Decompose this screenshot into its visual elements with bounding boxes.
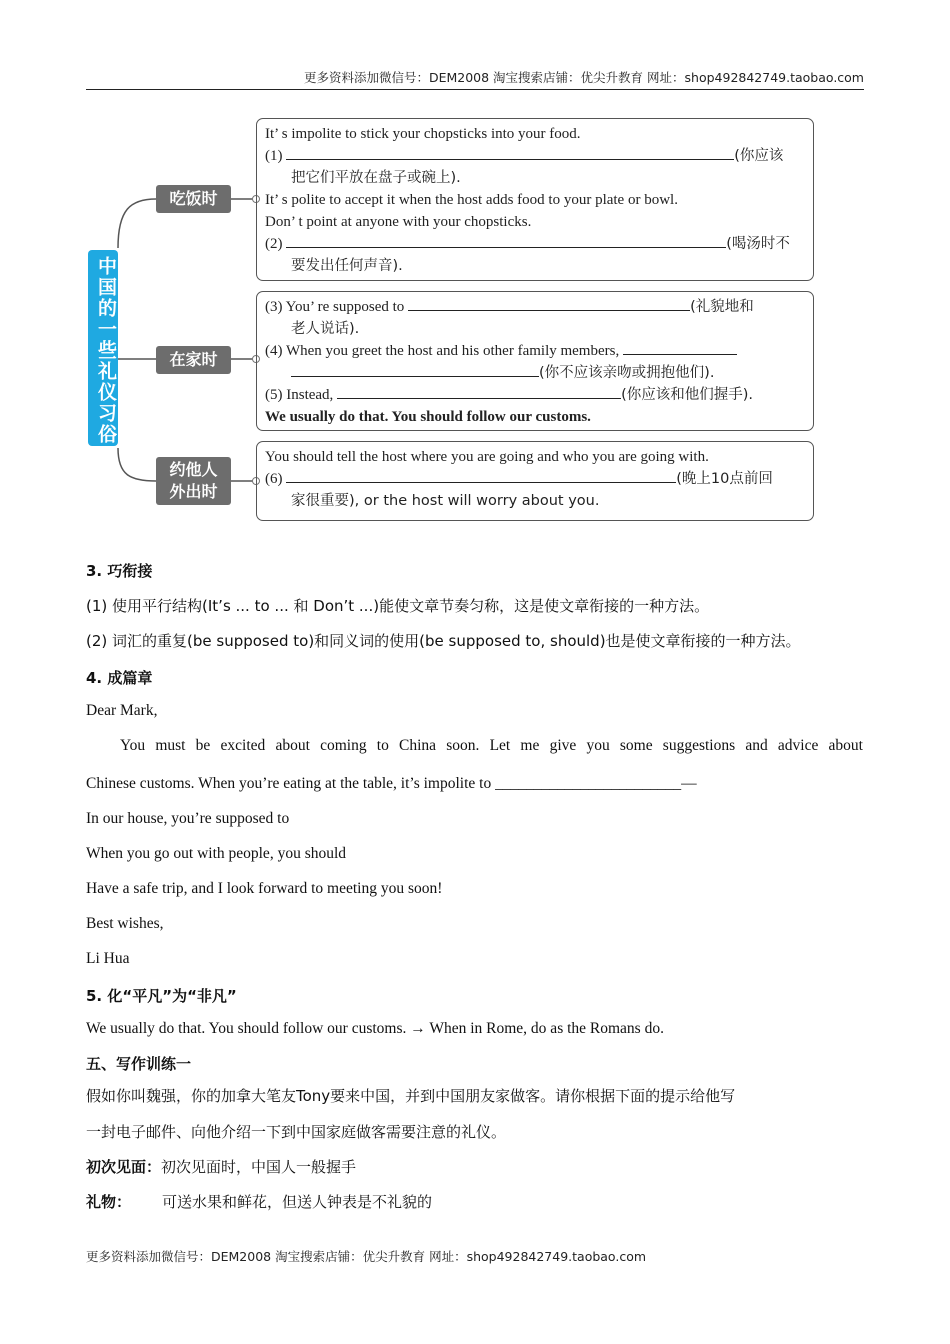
letter-signature: Li Hua bbox=[86, 950, 130, 967]
section-6-para-1: 假如你叫魏强，你的加拿大笔友Tony要来中国，并到中国朋友家做客。请你根据下面的提示给他写 bbox=[86, 1087, 736, 1105]
hint-text: (喝汤时不 bbox=[726, 236, 790, 252]
tip-gifts-label: 礼物： bbox=[86, 1193, 132, 1211]
letter-para-4: When you go out with people, you should bbox=[86, 845, 347, 862]
mindmap-main-topic: 中国的一些礼仪习俗 bbox=[88, 250, 118, 446]
letter-closing: Best wishes, bbox=[86, 915, 164, 932]
branch-dining: 吃饭时 bbox=[156, 185, 231, 213]
dining-line-7: 要发出任何声音). bbox=[291, 258, 403, 274]
home-line-1-text: (3) You’ re supposed to bbox=[265, 299, 405, 315]
out-line-2 bbox=[265, 468, 805, 490]
tip-first-meeting bbox=[86, 1156, 356, 1177]
tip-gifts bbox=[86, 1191, 432, 1212]
out-line-3 bbox=[265, 490, 805, 512]
section-3-para-2: (2) 词汇的重复(be supposed to)和同义词的使用(be supposed to, should)也是使文章衔接的一种方法。 bbox=[86, 632, 801, 650]
hint-text: (礼貌地和 bbox=[690, 299, 754, 315]
blank-number: (2) bbox=[265, 236, 283, 252]
at-home-box bbox=[256, 291, 814, 431]
home-line-1 bbox=[265, 296, 805, 318]
dining-box bbox=[256, 118, 814, 281]
dining-line-5: Don’ t point at anyone with your chopsticks. bbox=[265, 214, 532, 230]
tip-gifts-text: 可送水果和鲜花，但送人钟表是不礼貌的 bbox=[162, 1193, 433, 1211]
branch-going-out-line2: 外出时 bbox=[169, 482, 218, 501]
branch-going-out-line1: 约他人 bbox=[169, 460, 218, 479]
out-line-3-text: 家很重要), or the host will worry about you. bbox=[291, 493, 600, 509]
blank-number: (6) bbox=[265, 471, 283, 487]
answer-blank-3[interactable] bbox=[408, 296, 690, 311]
hint-text: (晚上10点前回 bbox=[676, 471, 773, 487]
hint-text: (你不应该亲吻或拥抱他们). bbox=[539, 365, 715, 381]
dining-line-1: It’ s impolite to stick your chopsticks into your food. bbox=[265, 126, 581, 142]
going-out-box bbox=[256, 441, 814, 521]
letter-para-2: Chinese customs. When you’re eating at the table, it’s impolite to ________________________— bbox=[86, 775, 697, 792]
section-4-title: 4. 成篇章 bbox=[86, 669, 153, 687]
dining-line-4: It’ s polite to accept it when the host adds food to your plate or bowl. bbox=[265, 192, 678, 208]
blank-number: (1) bbox=[265, 148, 283, 164]
branch-going-out bbox=[156, 457, 231, 505]
home-line-6: We usually do that. You should follow our customs. bbox=[265, 409, 591, 425]
page-footer: 更多资料添加微信号：DEM2008 淘宝搜索店铺：优尖升教育 网址：shop492842749.taobao.com bbox=[86, 1249, 647, 1264]
home-line-5 bbox=[265, 384, 805, 406]
home-line-2: 老人说话). bbox=[291, 321, 360, 337]
home-line-3-text: (4) When you greet the host and his other family members, bbox=[265, 343, 620, 359]
home-line-4 bbox=[265, 362, 805, 384]
section-6-title: 五、写作训练一 bbox=[86, 1055, 192, 1073]
branch-at-home bbox=[156, 346, 231, 374]
section-3-para-1: (1) 使用平行结构(It’s ... to ... 和 Don’t ...)能使文章节奏匀称，这是使文章衔接的一种方法。 bbox=[86, 597, 710, 615]
dining-line-6 bbox=[265, 233, 805, 255]
home-line-3 bbox=[265, 340, 805, 362]
hint-text: (你应该和他们握手). bbox=[621, 387, 753, 403]
answer-blank-6[interactable] bbox=[286, 468, 676, 483]
letter-greeting: Dear Mark, bbox=[86, 702, 158, 719]
answer-blank-4b[interactable] bbox=[291, 362, 539, 377]
out-line-1: You should tell the host where you are going and who you are going with. bbox=[265, 449, 709, 465]
section-5-title: 5. 化“平凡”为“非凡” bbox=[86, 987, 237, 1005]
answer-blank-2[interactable] bbox=[286, 233, 726, 248]
page-header: 更多资料添加微信号：DEM2008 淘宝搜索店铺：优尖升教育 网址：shop492842749.taobao.com bbox=[86, 68, 864, 90]
section-5-para: We usually do that. You should follow our customs. → When in Rome, do as the Romans do. bbox=[86, 1020, 664, 1037]
answer-blank-5[interactable] bbox=[337, 384, 621, 399]
dining-line-2 bbox=[265, 145, 805, 167]
letter-para-5: Have a safe trip, and I look forward to meeting you soon! bbox=[86, 880, 443, 897]
home-line-5-text: (5) Instead, bbox=[265, 387, 334, 403]
answer-blank-1[interactable] bbox=[286, 145, 734, 160]
branch-at-home-label: 在家时 bbox=[169, 350, 218, 369]
answer-blank-4a[interactable] bbox=[623, 340, 737, 355]
letter-para-3: In our house, you’re supposed to bbox=[86, 810, 290, 827]
letter-para-1: You must be excited about coming to China soon. Let me give you some suggestions and advice about bbox=[120, 737, 863, 754]
tip-first-meeting-label: 初次见面： bbox=[86, 1158, 162, 1176]
section-6-para-2: 一封电子邮件、向他介绍一下到中国家庭做客需要注意的礼仪。 bbox=[86, 1123, 507, 1141]
dining-line-3: 把它们平放在盘子或碗上). bbox=[291, 170, 461, 186]
hint-text: (你应该 bbox=[734, 148, 784, 164]
section-3-title: 3. 巧衔接 bbox=[86, 562, 153, 580]
tip-first-meeting-text: 初次见面时，中国人一般握手 bbox=[161, 1158, 357, 1176]
